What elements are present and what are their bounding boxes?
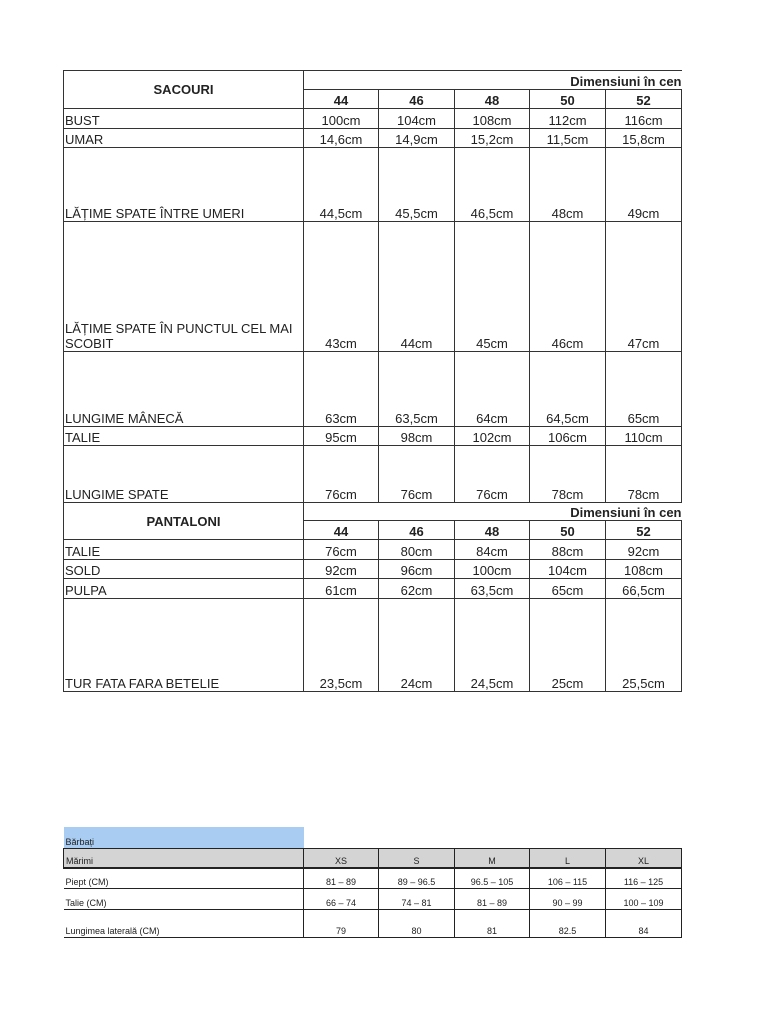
cell-value: 80cm: [379, 540, 455, 560]
table-row: [64, 909, 682, 937]
cell-value: 43cm: [304, 222, 379, 352]
size-header: XL: [606, 848, 682, 868]
row-label: LĂȚIME SPATE ÎNTRE UMERI: [64, 148, 304, 222]
cell-value: 66,5cm: [606, 579, 682, 599]
cell-value: 84cm: [455, 540, 530, 560]
cell-value: 92cm: [606, 540, 682, 560]
cell-value: 100cm: [455, 560, 530, 579]
cell-value: 76cm: [455, 446, 530, 503]
cell-value: 47cm: [606, 222, 682, 352]
cell-value: 108cm: [455, 109, 530, 129]
cell-value: 100cm: [304, 109, 379, 129]
cell-value: 96.5 – 105: [455, 868, 530, 888]
dimensions-header: Dimensiuni în cen: [304, 503, 682, 521]
row-label: LUNGIME SPATE: [64, 446, 304, 503]
cell-value: 92cm: [304, 560, 379, 579]
cell-value: 66 – 74: [304, 888, 379, 909]
cell-value: 76cm: [304, 446, 379, 503]
cell-value: 88cm: [530, 540, 606, 560]
table-row: [64, 868, 682, 888]
table-row: [64, 222, 682, 352]
row-label: Lungimea laterală (CM): [64, 909, 304, 937]
cell-value: 46cm: [530, 222, 606, 352]
cell-value: 46,5cm: [455, 148, 530, 222]
table-row: [64, 560, 682, 579]
cell-value: 63,5cm: [455, 579, 530, 599]
cell-value: 24cm: [379, 599, 455, 692]
row-label: LĂȚIME SPATE ÎN PUNCTUL CEL MAI SCOBIT: [64, 222, 304, 352]
size-header: 50: [530, 90, 606, 109]
table-row: [64, 129, 682, 148]
size-header: M: [455, 848, 530, 868]
men-size-table: [63, 827, 682, 938]
size-header: 50: [530, 521, 606, 540]
cell-value: 45,5cm: [379, 148, 455, 222]
size-chart-table: [63, 70, 682, 692]
row-label: BUST: [64, 109, 304, 129]
row-label: SOLD: [64, 560, 304, 579]
size-header: 44: [304, 90, 379, 109]
cell-value: 11,5cm: [530, 129, 606, 148]
cell-value: 104cm: [379, 109, 455, 129]
size-header: 48: [455, 90, 530, 109]
size-header: 52: [606, 90, 682, 109]
size-header: 48: [455, 521, 530, 540]
cell-value: 89 – 96.5: [379, 868, 455, 888]
row-label: Talie (CM): [64, 888, 304, 909]
cell-value: 45cm: [455, 222, 530, 352]
cell-value: 61cm: [304, 579, 379, 599]
cell-value: 102cm: [455, 427, 530, 446]
size-header: 46: [379, 90, 455, 109]
cell-value: 74 – 81: [379, 888, 455, 909]
table-row: [64, 352, 682, 427]
row-label: PULPA: [64, 579, 304, 599]
cell-value: 84: [606, 909, 682, 937]
table-row: [64, 427, 682, 446]
cell-value: 116cm: [606, 109, 682, 129]
cell-value: 25,5cm: [606, 599, 682, 692]
cell-value: 98cm: [379, 427, 455, 446]
cell-value: 63cm: [304, 352, 379, 427]
cell-value: 100 – 109: [606, 888, 682, 909]
cell-value: 80: [379, 909, 455, 937]
cell-value: 23,5cm: [304, 599, 379, 692]
cell-value: 44cm: [379, 222, 455, 352]
size-header: 52: [606, 521, 682, 540]
size-header: 44: [304, 521, 379, 540]
cell-value: 116 – 125: [606, 868, 682, 888]
cell-value: 49cm: [606, 148, 682, 222]
cell-value: 62cm: [379, 579, 455, 599]
row-label: TALIE: [64, 540, 304, 560]
cell-value: 78cm: [606, 446, 682, 503]
cell-value: 104cm: [530, 560, 606, 579]
table-row: [64, 599, 682, 692]
cell-value: 48cm: [530, 148, 606, 222]
cell-value: 79: [304, 909, 379, 937]
cell-value: 15,2cm: [455, 129, 530, 148]
row-label: LUNGIME MÂNECĂ: [64, 352, 304, 427]
cell-value: 81 – 89: [304, 868, 379, 888]
table-row: [64, 446, 682, 503]
cell-value: 14,9cm: [379, 129, 455, 148]
table-row: [64, 540, 682, 560]
cell-value: 106cm: [530, 427, 606, 446]
row-label: TUR FATA FARA BETELIE: [64, 599, 304, 692]
row-label: UMAR: [64, 129, 304, 148]
row-label: Piept (CM): [64, 868, 304, 888]
table-row: [64, 888, 682, 909]
cell-value: 64,5cm: [530, 352, 606, 427]
cell-value: 64cm: [455, 352, 530, 427]
cell-value: 24,5cm: [455, 599, 530, 692]
cell-value: 108cm: [606, 560, 682, 579]
cell-value: 95cm: [304, 427, 379, 446]
section-title-trousers: PANTALONI: [64, 503, 304, 540]
cell-value: 81 – 89: [455, 888, 530, 909]
cell-value: 25cm: [530, 599, 606, 692]
cell-value: 78cm: [530, 446, 606, 503]
cell-value: 96cm: [379, 560, 455, 579]
table-row: [64, 148, 682, 222]
men-section-title: Bărbați: [64, 827, 304, 848]
cell-value: 81: [455, 909, 530, 937]
cell-value: 106 – 115: [530, 868, 606, 888]
cell-value: 112cm: [530, 109, 606, 129]
cell-value: 63,5cm: [379, 352, 455, 427]
size-header: L: [530, 848, 606, 868]
cell-value: 14,6cm: [304, 129, 379, 148]
cell-value: 76cm: [379, 446, 455, 503]
dimensions-header: Dimensiuni în cen: [304, 71, 682, 90]
sizes-header-label: Mărimi: [64, 848, 304, 868]
cell-value: 110cm: [606, 427, 682, 446]
cell-value: 76cm: [304, 540, 379, 560]
size-header: S: [379, 848, 455, 868]
cell-value: 15,8cm: [606, 129, 682, 148]
section-title-jackets: SACOURI: [64, 71, 304, 109]
cell-value: 44,5cm: [304, 148, 379, 222]
cell-value: 90 – 99: [530, 888, 606, 909]
cell-value: 65cm: [530, 579, 606, 599]
size-header: 46: [379, 521, 455, 540]
size-header: XS: [304, 848, 379, 868]
row-label: TALIE: [64, 427, 304, 446]
table-row: [64, 109, 682, 129]
cell-value: 82.5: [530, 909, 606, 937]
cell-value: 65cm: [606, 352, 682, 427]
table-row: [64, 579, 682, 599]
